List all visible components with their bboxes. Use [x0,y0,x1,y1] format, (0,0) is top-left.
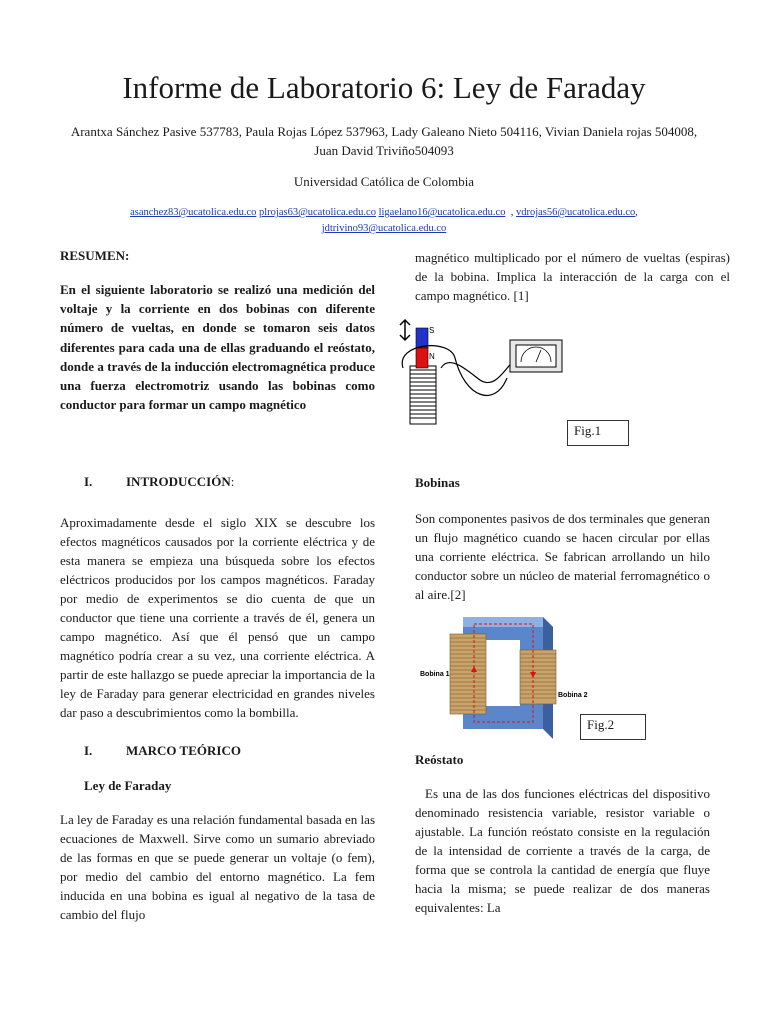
affiliation: Universidad Católica de Colombia [293,174,475,189]
bobina-2-label: Bobina 2 [558,692,588,699]
abstract-heading: RESUMEN: [60,248,130,263]
email-separator: , [510,207,514,218]
bobina-1-label: Bobina 1 [420,671,450,678]
subsection-heading-bobinas: Bobinas [415,475,460,490]
abstract-text: En el siguiente laboratorio se realizó una medición del voltaje y la corriente en dos bobinas con diferente número de vueltas, en donde se tomaron seis datos diferentes para cada una de ellas graduando el reóstato, donde a través de la inducción electromagnética produce una fuerza electromotriz usando las bobinas como conductor para formar un campo magnético [60,282,375,413]
email-link[interactable]: ligaelano16@ucatolica.edu.co [378,207,506,218]
faraday-continued-paragraph: magnético multiplicado por el número de vueltas (espiras) de la bobina. Implica la interacción de la carga con el campo magnético. [1] [415,250,730,303]
galvanometer-icon [510,340,562,372]
section-number: I. [84,474,93,489]
paper-title: Informe de Laboratorio 6: Ley de Faraday [122,70,646,105]
email-separator: , [635,207,638,218]
email-link[interactable]: vdrojas56@ucatolica.edu.co [515,207,636,218]
left-column [60,248,375,414]
pole-label-s: S [429,326,435,335]
subsection-heading-faraday: Ley de Faraday [84,778,172,793]
section-number: I. [84,743,93,758]
coil-2-icon [520,650,556,704]
coil-icon [410,366,436,424]
section-title: MARCO TEÓRICO [126,743,241,758]
reostato-section [415,752,710,917]
pole-label-n: N [429,352,435,361]
email-list [90,205,678,237]
intro-paragraph: Aproximadamente desde el siglo XIX se descubre los efectos magnéticos causados por la corriente eléctrica y de esta manera se empieza una búsqueda sobre los efectos eléctricos producidos por los campos magnéticos. Faraday por medio de experimentos se dio cuenta de que un conductor que tiene una corriente a través de él, genera un campo magnético. Así que él pensó que un campo magnético podría crear a su vez, una corriente eléctrica. A partir de este hallazgo se puede apreciar la importancia de la ley de Faraday para generar electricidad en grandes niveles dar paso a descubrimientos como la bombilla. [60,515,375,720]
section-title [112,474,234,490]
figure-2-caption: Fig.2 [580,714,646,740]
figure-1-diagram [395,318,575,428]
author-list: Arantxa Sánchez Pasive 537783, Paula Rojas López 537963, Lady Galeano Nieto 504116, Vivian Daniela rojas 504008, Juan David Triviño504093 [70,124,698,158]
fig1-pole-labels [424,320,464,370]
bobinas-paragraph: Son componentes pasivos de dos terminales que generan un flujo magnético cuando se hacen circular por ellas una corriente eléctrica. Se fabrican arrollando un hilo conductor sobre un núcleo de material ferromagnético o al aire.[2] [415,511,710,602]
section-heading-marco [60,743,375,759]
faraday-paragraph: La ley de Faraday es una relación fundamental basada en las ecuaciones de Maxwell. Sirve como un sumario abreviado de las formas en que se puede generar un voltaje (o fem), por medio del cambio del entorno magnético. La fem inducida en una bobina es igual al negativo de la tasa de cambio del flujo [60,812,375,922]
section-title-colon: : [230,474,235,489]
intro-section [60,474,375,722]
section-heading-intro [60,474,375,490]
coil-1-icon [450,634,486,714]
email-link[interactable]: jdtrivino93@ucatolica.edu.co [321,223,447,234]
email-link[interactable]: asanchez83@ucatolica.edu.co [130,207,257,218]
figure-1-caption: Fig.1 [567,420,629,446]
marco-section [60,743,375,924]
email-link[interactable]: plrojas63@ucatolica.edu.co [259,207,376,218]
section-title-text: INTRODUCCIÓN [126,474,231,489]
bobinas-section [415,475,710,604]
reostato-paragraph: Es una de las dos funciones eléctricas del dispositivo denominado resistencia variable, resistor variable o ajustable. La función reóstato consiste en la regulación de la intensidad de corriente a través de la carga, de forma que se controla la cantidad de energía que fluye hacia la misma; se puede realizar de dos maneras equivalentes: La [415,786,710,915]
right-column [415,248,730,305]
subsection-heading-reostato: Reóstato [415,752,464,767]
